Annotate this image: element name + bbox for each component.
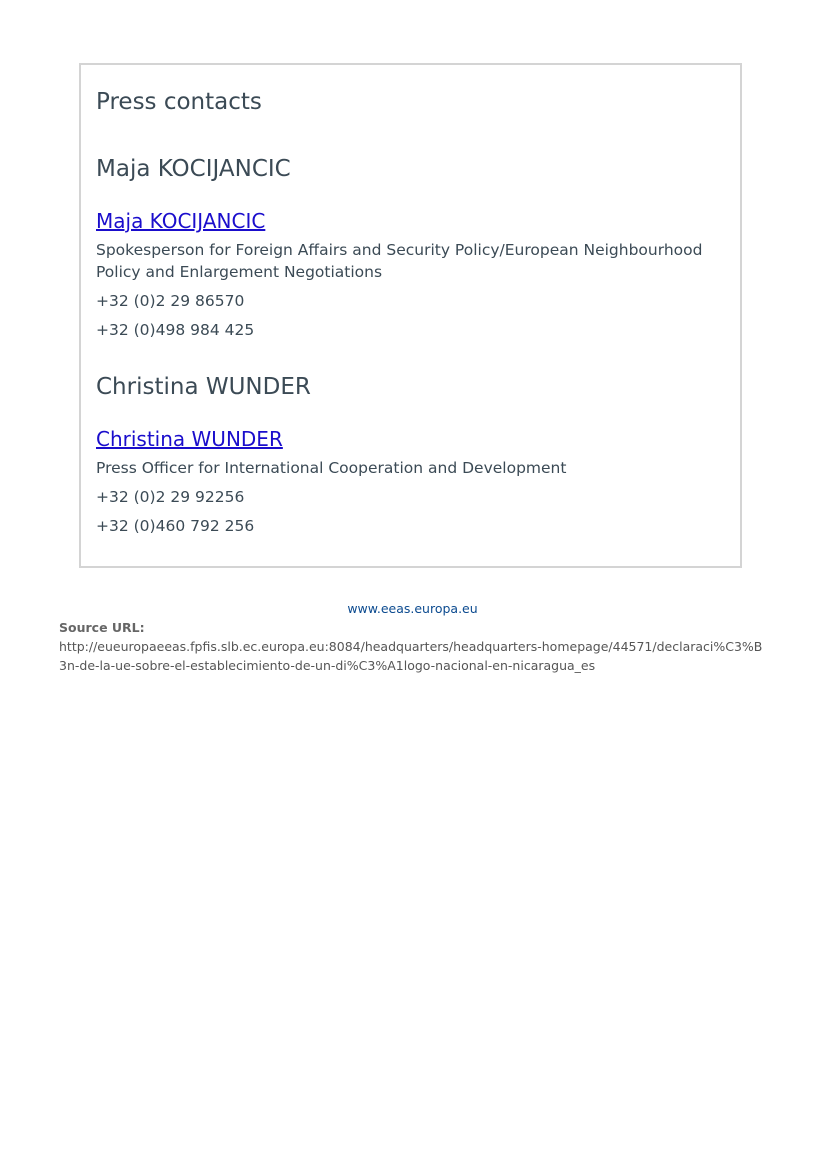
source-url-label: Source URL: (59, 620, 145, 635)
footer-site-url: www.eeas.europa.eu (347, 601, 478, 616)
contact-person (96, 154, 716, 341)
contact-role: Press Officer for International Cooperation and Development (96, 459, 567, 477)
contact-name-link[interactable]: Christina WUNDER (96, 427, 283, 451)
contact-mobile: +32 (0)460 792 256 (96, 517, 255, 535)
contact-person (96, 372, 716, 537)
contact-phone: +32 (0)2 29 86570 (96, 292, 245, 310)
contact-name-heading: Christina WUNDER (96, 374, 311, 400)
press-contacts-title: Press contacts (96, 89, 262, 115)
contact-name-link[interactable]: Maja KOCIJANCIC (96, 209, 266, 233)
contact-name-heading: Maja KOCIJANCIC (96, 156, 291, 182)
contact-phone: +32 (0)2 29 92256 (96, 488, 245, 506)
contact-role: Spokesperson for Foreign Affairs and Security Policy/European Neighbourhood Policy and Enlargement Negotiations (96, 241, 703, 281)
contact-mobile: +32 (0)498 984 425 (96, 321, 255, 339)
press-contacts-box (79, 63, 742, 568)
source-url-value: http://eueuropaeeas.fpfis.slb.ec.europa.eu:8084/headquarters/headquarters-homepage/44571/declaraci%C3%B3n-de-la-ue-sobre-el-establecimiento-de-un-di%C3%A1logo-nacional-en-nicaragua_es (59, 639, 763, 673)
